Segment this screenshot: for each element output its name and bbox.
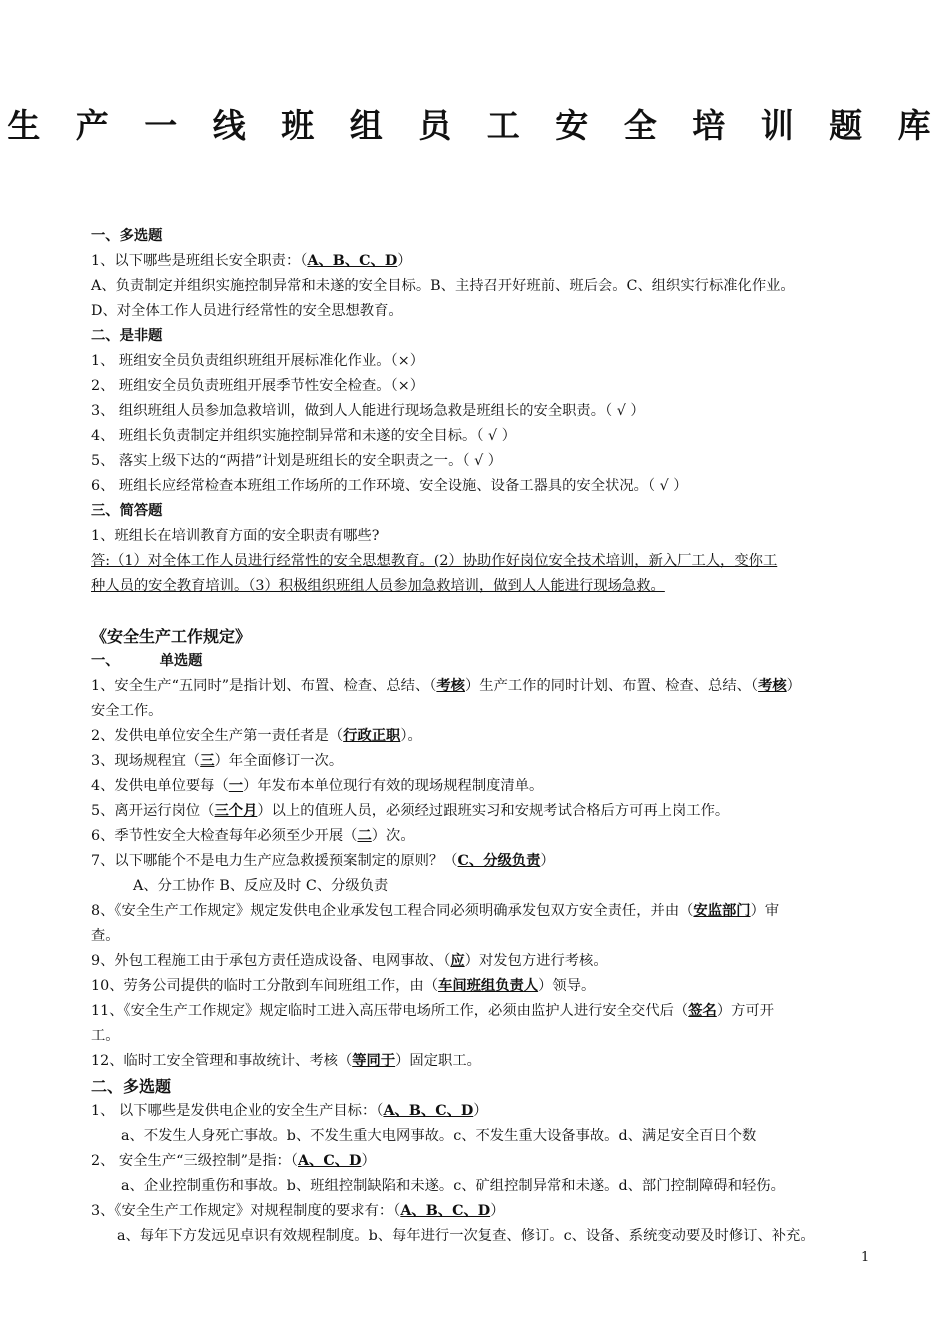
answer: A、B、C、D	[400, 1203, 491, 1219]
question-line: 11、《安全生产工作规定》规定临时工进入高压带电场所工作，必须由监护人进行安全交代后（签名）方可开	[91, 1003, 774, 1019]
answer: 等同于	[352, 1053, 396, 1069]
option-line: D、对全体工作人员进行经常性的安全思想教育。	[91, 303, 403, 319]
answer: 考核	[758, 678, 787, 694]
question-line: 1、安全生产“五同时”是指计划、布置、检查、总结、（考核）生产工作的同时计划、布置、检查、总结、（考核）	[91, 678, 801, 694]
option-line: A、负责制定并组织实施控制异常和未遂的安全目标。B、主持召开好班前、班后会。C、组织实行标准化作业。	[91, 278, 795, 294]
section-heading-short-answer: 三、简答题	[91, 503, 163, 519]
answer: 三个月	[214, 803, 258, 819]
question-line: 2、 安全生产“三级控制”是指：（A、C、D）	[91, 1153, 376, 1169]
answer: 安监部门	[693, 903, 751, 919]
question-line: 2、发供电单位安全生产第一责任者是（行政正职）。	[91, 728, 422, 744]
answer: 三	[200, 753, 215, 769]
document-title: 生 产 一 线 班 组 员 工 安 全 培 训 题 库	[7, 106, 943, 145]
answer: A、B、C、D	[383, 1103, 474, 1119]
question-line: 7、以下哪能个不是电力生产应急救援预案制定的原则？（C、分级负责）	[91, 853, 555, 869]
answer: C、分级负责	[457, 853, 541, 869]
answer: 考核	[436, 678, 465, 694]
qa-answer-line: 种人员的安全教育培训。（3）积极组织班组人员参加急救培训，做到人人能进行现场急救。	[91, 578, 665, 594]
tf-item: 4、 班组长负责制定并组织实施控制异常和未遂的安全目标。（ √ ）	[91, 428, 516, 444]
answer: 应	[450, 953, 465, 969]
qa-answer-line: 答:（1）对全体工作人员进行经常性的安全思想教育。(2）协助作好岗位安全技术培训，新入厂工人，变你工	[91, 553, 778, 569]
question-line: 3、现场规程宜（三）年全面修订一次。	[91, 753, 344, 769]
section-heading-single-choice: 一、 单选题	[91, 653, 203, 669]
tf-item: 6、 班组长应经常检查本班组工作场所的工作环境、安全设施、设备工器具的安全状况。（ √ ）	[91, 478, 688, 494]
section-heading-multi-choice-2: 二、多选题	[91, 1077, 172, 1096]
question-line: 3、《安全生产工作规定》对规程制度的要求有：（A、B、C、D）	[91, 1203, 505, 1219]
option-line: a、每年下方发远见卓识有效规程制度。b、每年进行一次复查、修订。c、设备、系统变动要及时修订、补充。	[117, 1228, 815, 1244]
question-line: 1、 以下哪些是发供电企业的安全生产目标：（A、B、C、D）	[91, 1103, 488, 1119]
question-line: 6、季节性安全大检查每年必须至少开展（二）次。	[91, 828, 415, 844]
question-line: 1、以下哪些是班组长安全职责：（A、B、C、D）	[91, 253, 412, 269]
tf-item: 2、 班组安全员负责班组开展季节性安全检查。（×）	[91, 378, 424, 394]
answer: 二	[357, 828, 372, 844]
tf-item: 1、 班组安全员负责组织班组开展标准化作业。（×）	[91, 353, 424, 369]
option-line: A、分工协作 B、反应及时 C、分级负责	[133, 878, 389, 894]
qa-question: 1、班组长在培训教育方面的安全职责有哪些?	[91, 528, 380, 544]
tf-item: 3、 组织班组人员参加急救培训，做到人人能进行现场急救是班组长的安全职责。（ √ ）	[91, 403, 645, 419]
section-heading-true-false: 二、是非题	[91, 328, 163, 344]
question-line: 安全工作。	[91, 703, 163, 719]
question-line: 10、劳务公司提供的临时工分散到车间班组工作，由（车间班组负责人）领导。	[91, 978, 596, 994]
answer: A、C、D	[297, 1153, 362, 1169]
tf-item: 5、 落实上级下达的“两措”计划是班组长的安全职责之一。（ √ ）	[91, 453, 503, 469]
answer: 一	[228, 778, 244, 794]
question-line: 8、《安全生产工作规定》规定发供电企业承发包工程合同必须明确承发包双方安全责任，并由（安监部门）审	[91, 903, 780, 919]
question-line: 查。	[91, 928, 120, 944]
option-line: a、不发生人身死亡事故。b、不发生重大电网事故。c、不发生重大设备事故。d、满足安全百日个数	[121, 1128, 757, 1144]
section-heading-multi-choice: 一、多选题	[91, 228, 163, 244]
question-line: 4、发供电单位要每（一）年发布本单位现行有效的现场规程制度清单。	[91, 778, 544, 794]
document-body	[91, 224, 881, 1249]
answer: A、B、C、D	[307, 253, 398, 269]
question-line: 5、离开运行岗位（三个月）以上的值班人员，必须经过跟班实习和安规考试合格后方可再上岗工作。	[91, 803, 730, 819]
question-line: 9、外包工程施工由于承包方责任造成设备、电网事故、（应）对发包方进行考核。	[91, 953, 608, 969]
question-line: 12、临时工安全管理和事故统计、考核（等同于）固定职工。	[91, 1053, 481, 1069]
question-line: 工。	[91, 1028, 120, 1044]
answer: 签名	[688, 1003, 717, 1019]
answer: 车间班组负责人	[438, 978, 539, 994]
option-line: a、企业控制重伤和事故。b、班组控制缺陷和未遂。c、矿组控制异常和未遂。d、部门控制障碍和轻伤。	[121, 1178, 785, 1194]
page-number: 1	[861, 1250, 870, 1265]
book-title: 《安全生产工作规定》	[91, 627, 252, 646]
answer: 行政正职	[343, 728, 401, 744]
